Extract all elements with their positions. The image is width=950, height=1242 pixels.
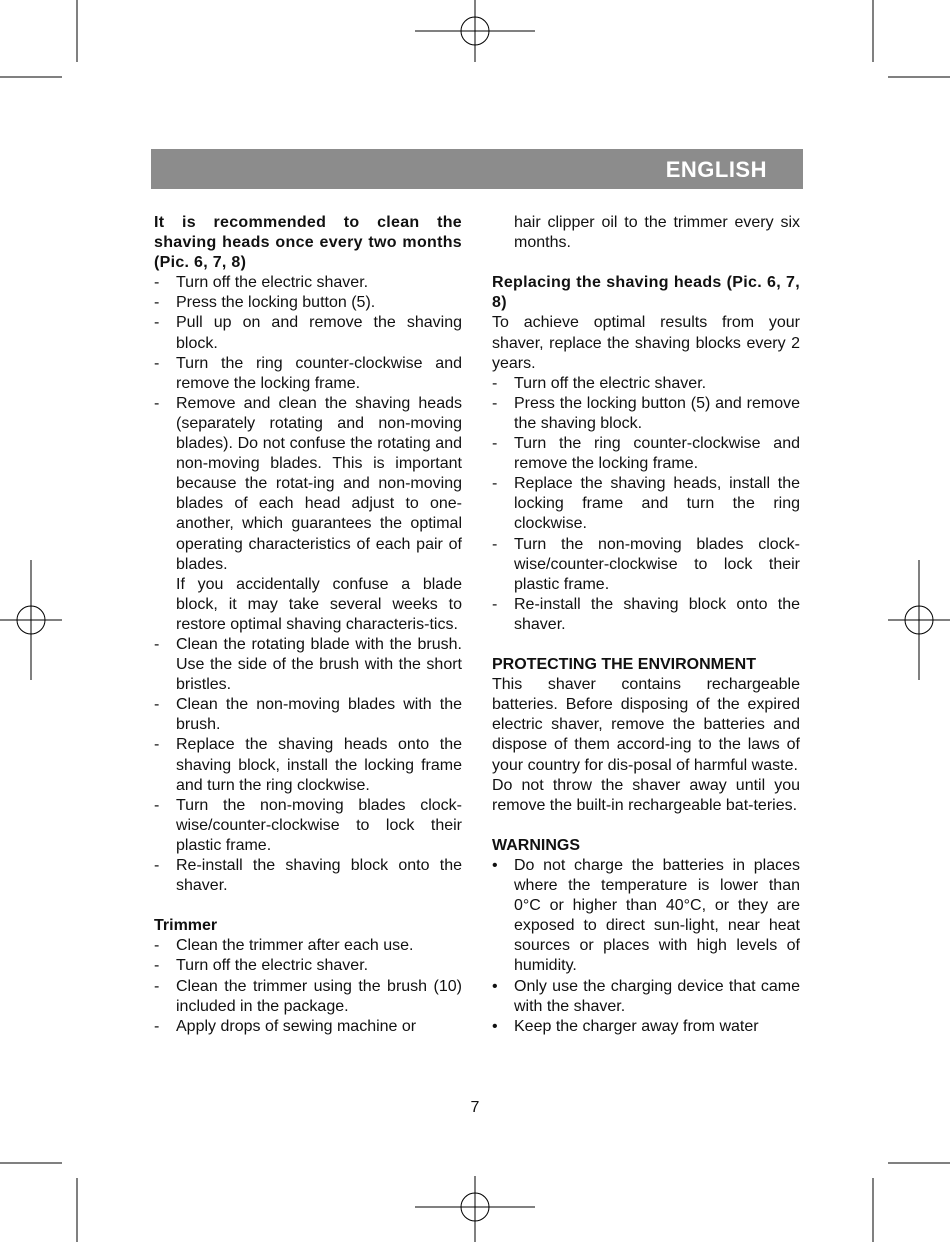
list-item: - Turn off the electric shaver. — [154, 957, 369, 975]
list-item: - Turn the non-moving blades clock-wise/counter-clockwise to lock their plastic frame. — [492, 535, 800, 593]
language-header-bar — [151, 149, 803, 189]
trimmer-continuation: hair clipper oil to the trimmer every six months. — [514, 214, 800, 252]
registration-mark-top — [415, 0, 535, 62]
list-item: - Clean the non-moving blades with the brush. — [154, 696, 462, 734]
left-column — [154, 213, 462, 1037]
registration-mark-left — [0, 560, 62, 680]
trimmer-heading: Trimmer — [154, 917, 218, 935]
list-item: - Turn off the electric shaver. — [492, 374, 707, 392]
language-label: ENGLISH — [665, 157, 767, 182]
list-item: - Clean the rotating blade with the brush. Use the side of the brush with the short bristles. — [154, 635, 462, 694]
warnings-list — [492, 856, 800, 1037]
list-item: - Press the locking button (5). — [154, 294, 376, 312]
list-item: - Apply drops of sewing machine or — [154, 1017, 417, 1035]
list-item: • Only use the charging device that came with the shaver. — [492, 977, 800, 1015]
right-column — [492, 213, 800, 1037]
list-item: - Pull up on and remove the shaving block. — [154, 314, 462, 352]
list-item: • Do not charge the batteries in places where the temperature is lower than 0°C or higher than 40°C, or they are exposed to direct sun-light, near heat sources or places with high levels of humidity. — [492, 857, 800, 975]
registration-mark-right — [888, 560, 950, 680]
list-item: - Turn the ring counter-clockwise and remove the locking frame. — [154, 354, 462, 392]
registration-mark-bottom — [415, 1176, 535, 1242]
warnings-heading: WARNINGS — [492, 836, 580, 854]
page-number: 7 — [470, 1099, 480, 1116]
list-item: - Re-install the shaving block onto the shaver. — [154, 857, 462, 895]
replace-intro: To achieve optimal results from your shaver, replace the shaving blocks every 2 years. — [492, 314, 800, 372]
cleaning-heading: It is recommended to clean the shaving heads once every two months (Pic. 6, 7, 8) — [154, 214, 462, 272]
list-item: - Clean the trimmer after each use. — [154, 937, 414, 955]
list-item: - Remove and clean the shaving heads (separately rotating and non-moving blades). Do not confuse the rotating and non-moving blades. This is important because the rotat-ing and non-moving blades of each head adjust to one-another, which guarantees the optimal operating characteristics of each pair of blades. — [154, 394, 462, 573]
environment-paragraph: This shaver contains rechargeable batteries. Before disposing of the expired electric shaver, remove the batteries and dispose of them accord-ing to the laws of your country for dis-posal of harmful waste. — [492, 676, 800, 774]
replace-steps — [492, 374, 800, 635]
list-item: - Turn the non-moving blades clock-wise/counter-clockwise to lock their plastic frame. — [154, 796, 462, 854]
environment-paragraph: Do not throw the shaver away until you remove the built-in rechargeable bat-teries. — [492, 776, 800, 814]
replace-heading: Replacing the shaving heads (Pic. 6, 7, 8) — [492, 274, 800, 312]
list-item: - Re-install the shaving block onto the shaver. — [492, 595, 800, 633]
blade-note: If you accidentally confuse a blade block, it may take several weeks to restore optimal shaving characteris-tics. — [176, 575, 462, 633]
list-item: • Keep the charger away from water — [492, 1017, 759, 1035]
list-item: - Turn off the electric shaver. — [154, 274, 369, 292]
list-item: - Replace the shaving heads onto the shaving block, install the locking frame and turn the ring clockwise. — [154, 736, 462, 794]
list-item: - Clean the trimmer using the brush (10) included in the package. — [154, 977, 462, 1015]
list-item: - Press the locking button (5) and remove the shaving block. — [492, 394, 800, 432]
trimmer-steps — [154, 936, 462, 1036]
list-item: - Replace the shaving heads, install the locking frame and turn the ring clockwise. — [492, 475, 800, 533]
cleaning-steps — [154, 273, 462, 896]
list-item: - Turn the ring counter-clockwise and remove the locking frame. — [492, 435, 800, 473]
environment-heading: PROTECTING THE ENVIRONMENT — [492, 656, 757, 674]
